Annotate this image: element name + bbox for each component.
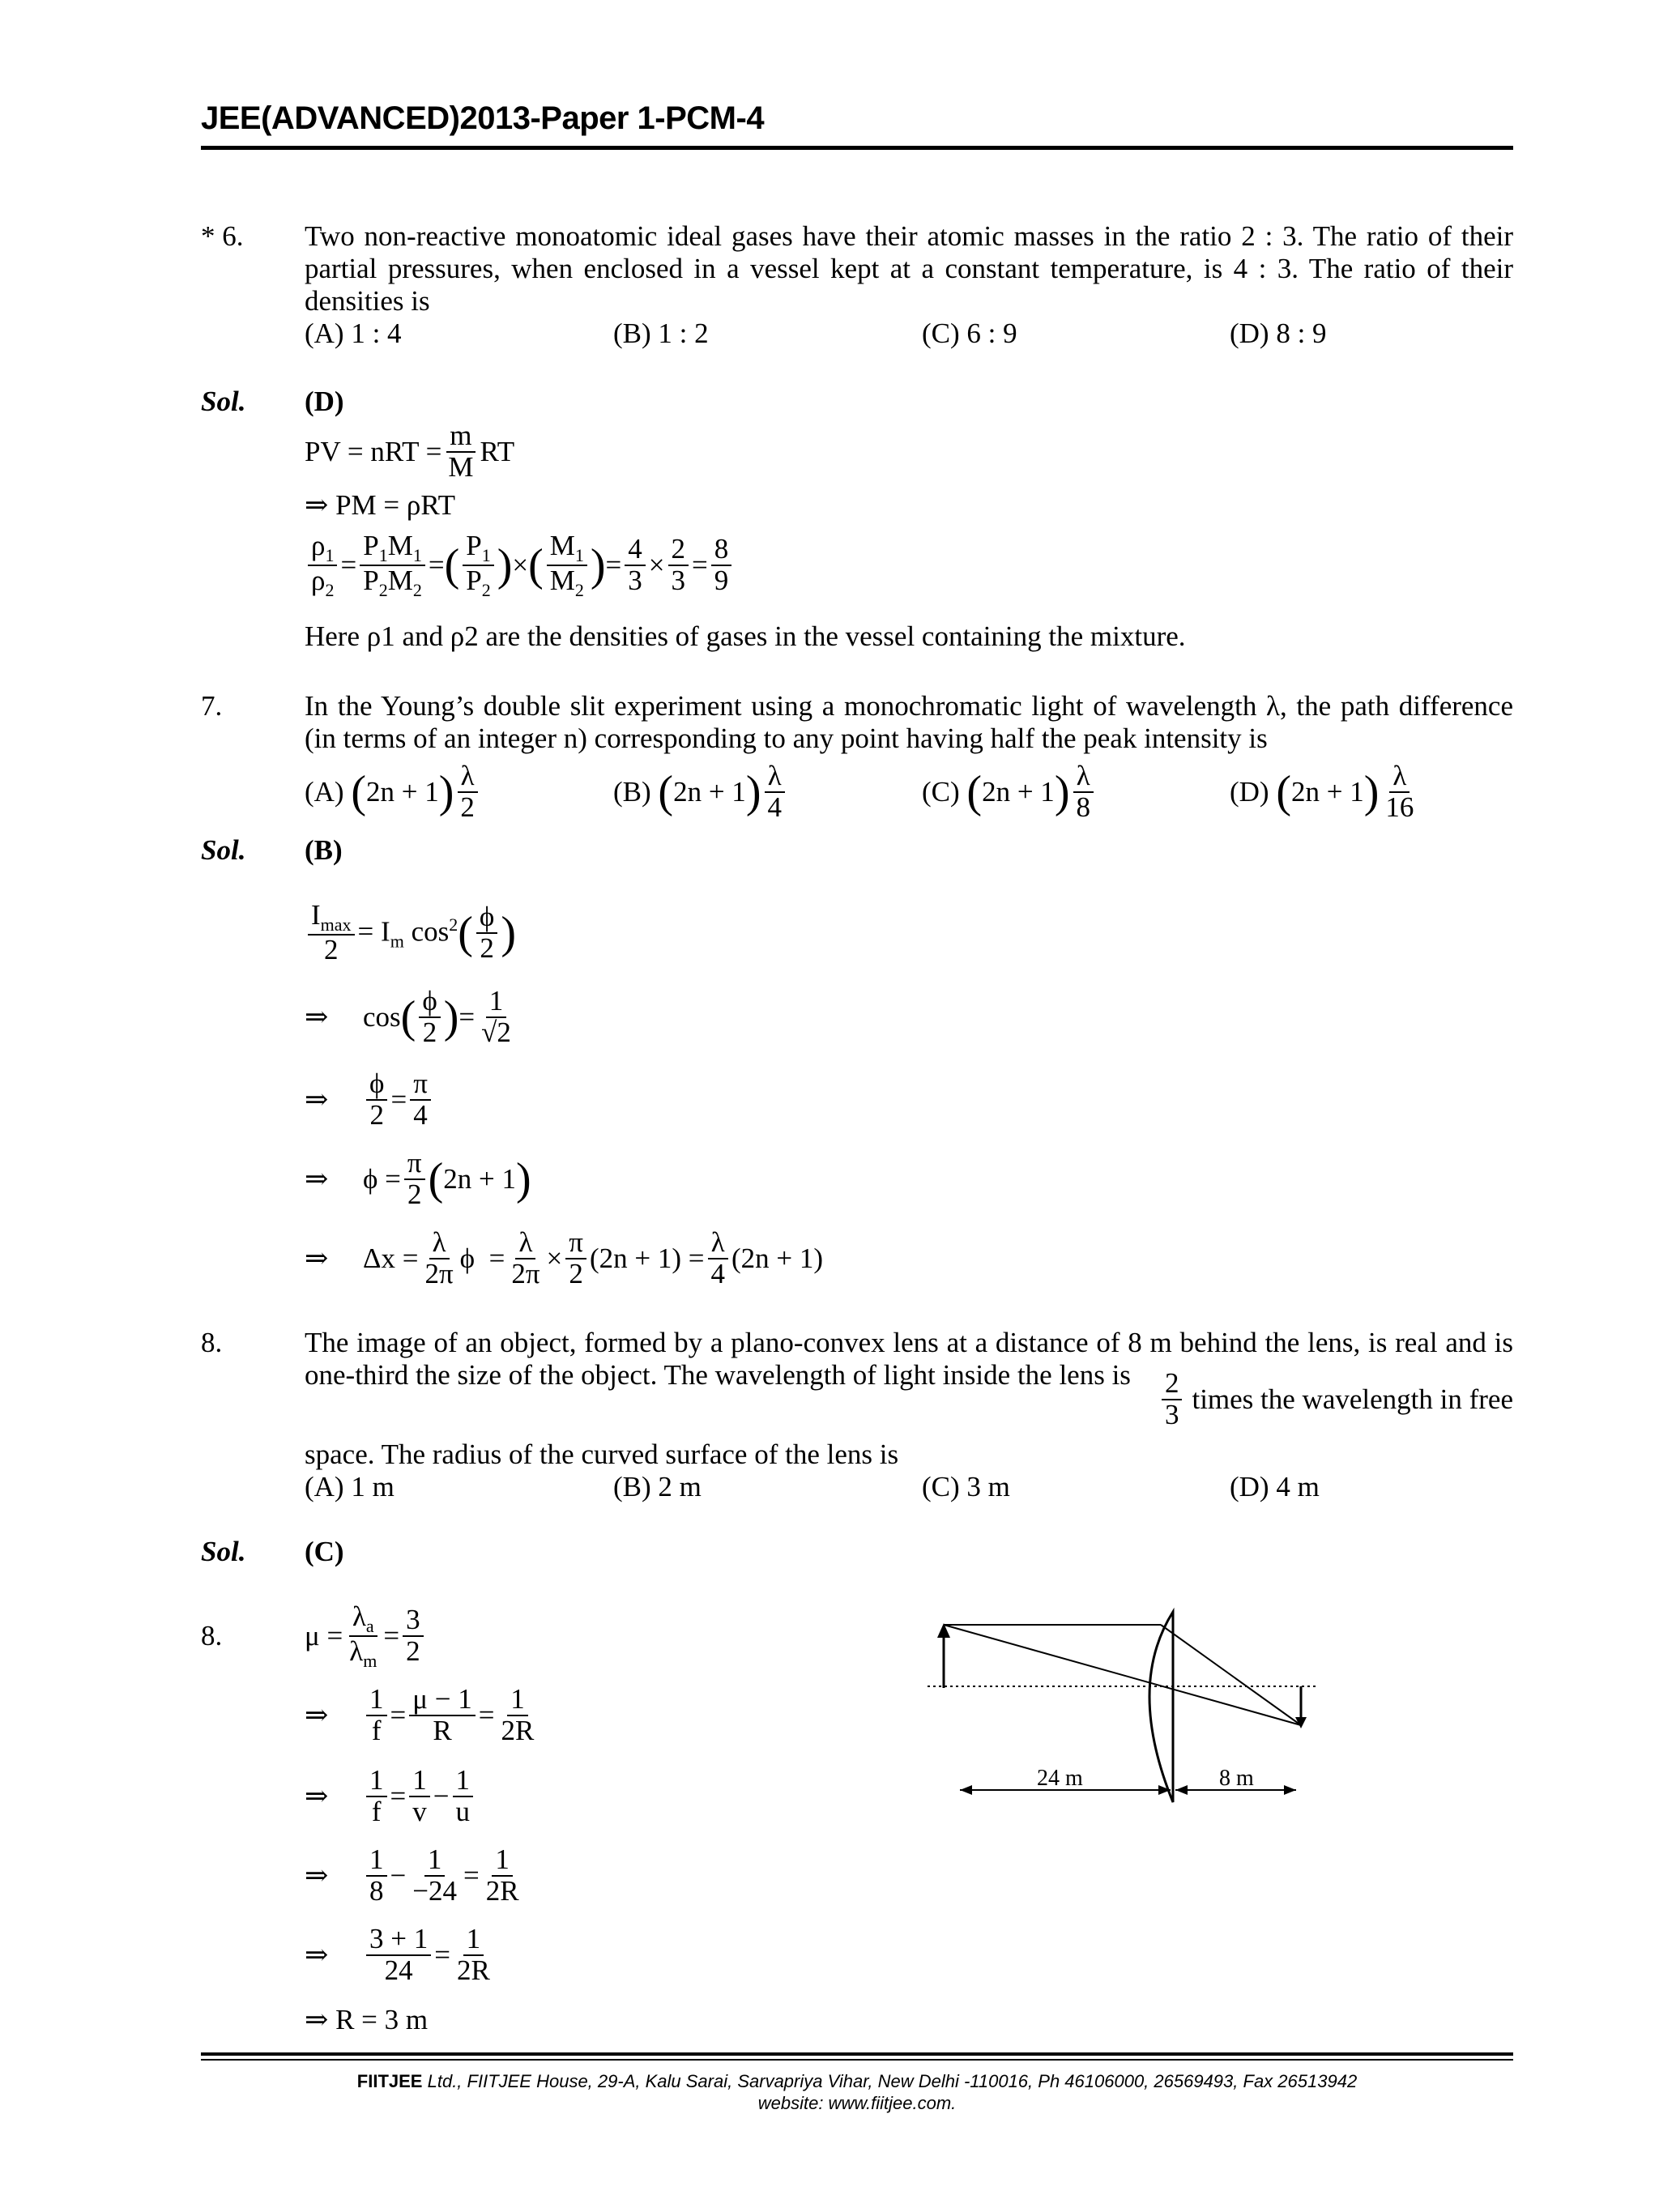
q8-text-fraction-line: $\frac{2}{3}$ times the wavelength in free: [305, 1369, 1513, 1430]
q7-option-c: (C) ( 2n + 1 ) $\frac{\lambda}{8}$: [922, 761, 1097, 823]
q7-option-b: (B) ( 2n + 1 ) $\frac{\lambda}{4}$: [613, 761, 788, 823]
q7-text: In the Young’s double slit experiment using a monochromatic light of wavelength λ, the path difference (in terms of an integer n) corresponding to any point having half the peak intensity is: [305, 690, 1513, 754]
q6-step-density-ratio: $\frac{\rho_1}{\rho_2}$ = $\frac{P_1M_1}{P_2M_2}$ = ( $\frac{P_1}{P_2}$ ) × ( $\frac{M_1}{M_2}$ ) = $\frac{4}{3}$ × $\frac{2}{3}$ = $\frac{8}{9}$: [305, 531, 735, 599]
lens-ray-diagram: [891, 1579, 1328, 1822]
q7-step3: ⇒ $\frac{\phi}{2}$ = $\frac{\pi}{4}$: [305, 1069, 434, 1131]
q6-option-b: (B) 1 : 2: [613, 318, 709, 349]
frac: $\frac{8}{9}$: [711, 535, 732, 596]
q6-number: * 6.: [201, 220, 244, 252]
plano-convex-lens: [1149, 1612, 1173, 1802]
frac: $\frac{P_1M_1}{P_2M_2}$: [360, 531, 425, 599]
label-24m: 24 m: [1037, 1766, 1083, 1791]
q8-step5: ⇒ $\frac{3 + 1}{24}$ = $\frac{1}{2R}$: [305, 1923, 490, 1986]
page-footer: [201, 2070, 1513, 2114]
frac: $\frac{P_1}{P_2}$: [463, 531, 493, 599]
q8-step1: μ = $\frac{\lambda_a}{\lambda_m}$ = $\frac{3}{2}$: [305, 1602, 427, 1670]
q7-answer: (B): [305, 834, 343, 866]
frac-num: m: [446, 421, 475, 453]
dim-arrow-mid-right: [1175, 1785, 1188, 1795]
q6-sol-label: Sol.: [201, 386, 246, 417]
q8-sol-label: Sol.: [201, 1536, 246, 1567]
footer-rule-thin: [201, 2059, 1513, 2061]
q8-step3: ⇒ $\frac{1}{f}$ = $\frac{1}{v}$ − $\frac{1}{u}$: [305, 1766, 476, 1827]
frac: $\frac{4}{3}$: [625, 535, 646, 596]
footer-website: website: www.fiitjee.com.: [757, 2093, 957, 2113]
q8-result: ⇒ R = 3 m: [305, 2004, 429, 2035]
q8-text-part1: The image of an object, formed by a plano-convex lens at a distance of 8 m behind the lens, is real and is one-third the size of the object. The wavelength of light inside the lens is: [305, 1327, 1513, 1391]
q6-option-a: (A) 1 : 4: [305, 318, 402, 349]
q7-step2: ⇒ cos ( $\frac{\phi}{2}$ ) = $\frac{1}{√2}$: [305, 985, 511, 1048]
frac: $\frac{2}{3}$: [668, 535, 689, 596]
q6-text: Two non-reactive monoatomic ideal gases have their atomic masses in the ratio 2 : 3. The ratio of their partial pressures, when enclosed in a vessel kept at a constant temperature, is 4 : 3. The ratio of their densities is: [305, 220, 1513, 317]
q8-option-a: (A) 1 m: [305, 1471, 394, 1502]
q7-option-a: (A) ( 2n + 1 ) $\frac{\lambda}{2}$: [305, 761, 481, 823]
q6-option-c: (C) 6 : 9: [922, 318, 1017, 349]
frac-den: M: [448, 450, 474, 483]
q8-option-c: (C) 3 m: [922, 1471, 1010, 1502]
q7-step4: ⇒ ϕ = $\frac{\pi}{2}$ ( 2n + 1 ): [305, 1147, 531, 1210]
dim-arrow-right: [1284, 1785, 1296, 1795]
page-header-title: JEE(ADVANCED)2013-Paper 1-PCM-4: [201, 100, 765, 136]
q8-sol-number: 8.: [201, 1620, 223, 1652]
q6-answer: (D): [305, 386, 344, 417]
q6-step-ideal-gas: [305, 421, 514, 483]
q8-answer: (C): [305, 1536, 344, 1567]
header-rule: [201, 146, 1513, 150]
q7-sol-label: Sol.: [201, 834, 246, 866]
q6-step1-right: RT: [480, 435, 515, 467]
q8-option-b: (B) 2 m: [613, 1471, 702, 1502]
q8-option-d: (D) 4 m: [1230, 1471, 1320, 1502]
q6-option-d: (D) 8 : 9: [1230, 318, 1327, 349]
q6-step2: ⇒ PM = ρRT: [305, 489, 455, 521]
q8-step2: ⇒ $\frac{1}{f}$ = $\frac{\mu - 1}{R}$ = $\frac{1}{2R}$: [305, 1683, 535, 1746]
q6-step1-left: PV = nRT =: [305, 435, 442, 467]
footer-rule-thick: [201, 2052, 1513, 2056]
q7-number: 7.: [201, 690, 223, 722]
q8-number: 8.: [201, 1327, 223, 1358]
q7-step1: $\frac{I_{max}}{2}$ = $I_m$ $\cos^2$ ( $\frac{\phi}{2}$ ): [305, 901, 516, 965]
footer-brand: FIITJEE: [356, 2071, 423, 2091]
q8-text-part3: space. The radius of the curved surface of the lens is: [305, 1438, 899, 1470]
q6-note: Here ρ1 and ρ2 are the densities of gases in the vessel containing the mixture.: [305, 620, 1186, 652]
fraction-m-over-M: [445, 421, 476, 483]
q8-step4: ⇒ $\frac{1}{8}$ − $\frac{1}{-24}$ = $\frac{1}{2R}$: [305, 1843, 519, 1907]
footer-address: Ltd., FIITJEE House, 29-A, Kalu Sarai, Sarvapriya Vihar, New Delhi -110016, Ph 46106000, 26569493, Fax 26513942: [427, 2071, 1358, 2091]
q7-step5: ⇒ Δx = $\frac{\lambda}{2\pi}$ ϕ = $\frac{\lambda}{2\pi}$ × $\frac{\pi}{2}$ (2n + 1) = $\frac{\lambda}{4}$ (2n + 1): [305, 1226, 824, 1289]
frac: $\frac{M_1}{M_2}$: [547, 531, 587, 599]
dim-arrow-left: [960, 1785, 972, 1795]
ray-through-center: [944, 1625, 1301, 1725]
ray-refracted: [1161, 1625, 1301, 1725]
frac: $\frac{\rho_1}{\rho_2}$: [308, 531, 337, 599]
q7-option-d: (D) ( 2n + 1 ) $\frac{\lambda}{16}$: [1230, 760, 1414, 823]
label-8m: 8 m: [1219, 1766, 1254, 1791]
